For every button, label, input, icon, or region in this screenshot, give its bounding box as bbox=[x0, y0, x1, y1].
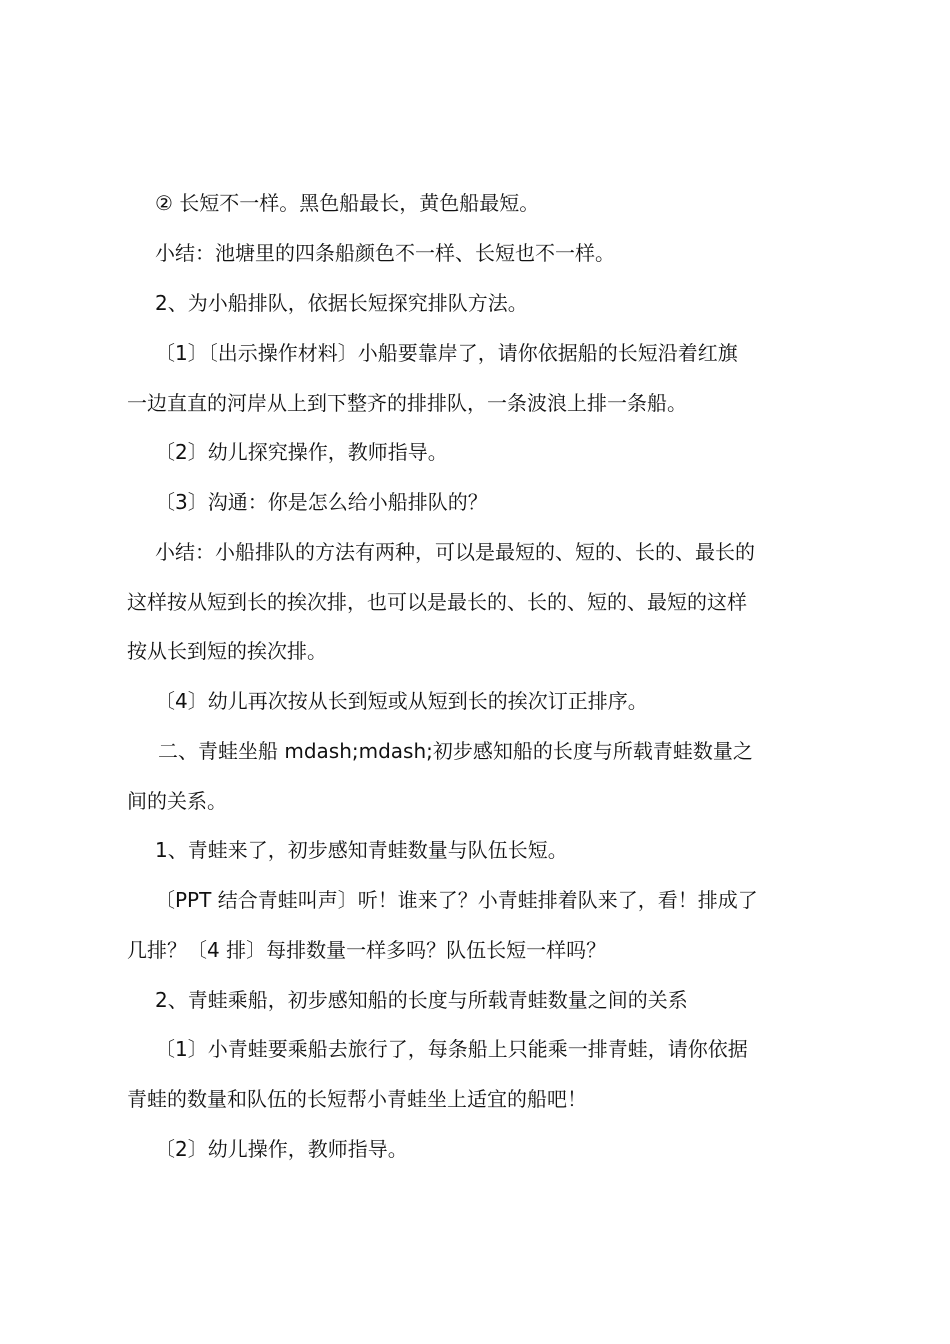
text-line: 一边直直的河岸从上到下整齐的排排队，一条波浪上排一条船。 bbox=[127, 391, 687, 415]
text-line: 1、青蛙来了，初步感知青蛙数量与队伍长短。 bbox=[155, 838, 568, 862]
text-line: 〔3〕沟通：你是怎么给小船排队的？ bbox=[155, 490, 488, 514]
text-line: 这样按从短到长的挨次排，也可以是最长的、长的、短的、最短的这样 bbox=[127, 590, 747, 614]
text-line: 〔2〕幼儿探究操作，教师指导。 bbox=[155, 440, 448, 464]
text-line: 二、青蛙坐船 mdash;mdash;初步感知船的长度与所载青蛙数量之 bbox=[158, 739, 753, 763]
text-line: 按从长到短的挨次排。 bbox=[127, 639, 327, 663]
text-line: 〔4〕幼儿再次按从长到短或从短到长的挨次订正排序。 bbox=[155, 689, 648, 713]
text-line: 2、青蛙乘船，初步感知船的长度与所载青蛙数量之间的关系 bbox=[155, 988, 688, 1012]
text-line: 〔PPT 结合青蛙叫声〕听！谁来了？小青蛙排着队来了，看！排成了 bbox=[155, 888, 758, 912]
text-line: 青蛙的数量和队伍的长短帮小青蛙坐上适宜的船吧！ bbox=[127, 1087, 587, 1111]
text-line: 〔1〕〔出示操作材料〕小船要靠岸了，请你依据船的长短沿着红旗 bbox=[155, 341, 738, 365]
text-line: 小结：小船排队的方法有两种，可以是最短的、短的、长的、最长的 bbox=[155, 540, 755, 564]
text-line: 2、为小船排队，依据长短探究排队方法。 bbox=[155, 291, 528, 315]
text-line: 几排？〔4 排〕每排数量一样多吗？队伍长短一样吗？ bbox=[127, 938, 607, 962]
text-line: 小结：池塘里的四条船颜色不一样、长短也不一样。 bbox=[155, 241, 615, 265]
text-line: ② 长短不一样。黑色船最长，黄色船最短。 bbox=[155, 191, 540, 215]
text-line: 〔1〕小青蛙要乘船去旅行了，每条船上只能乘一排青蛙，请你依据 bbox=[155, 1037, 748, 1061]
text-line: 间的关系。 bbox=[127, 789, 227, 813]
text-line: 〔2〕幼儿操作，教师指导。 bbox=[155, 1137, 408, 1161]
